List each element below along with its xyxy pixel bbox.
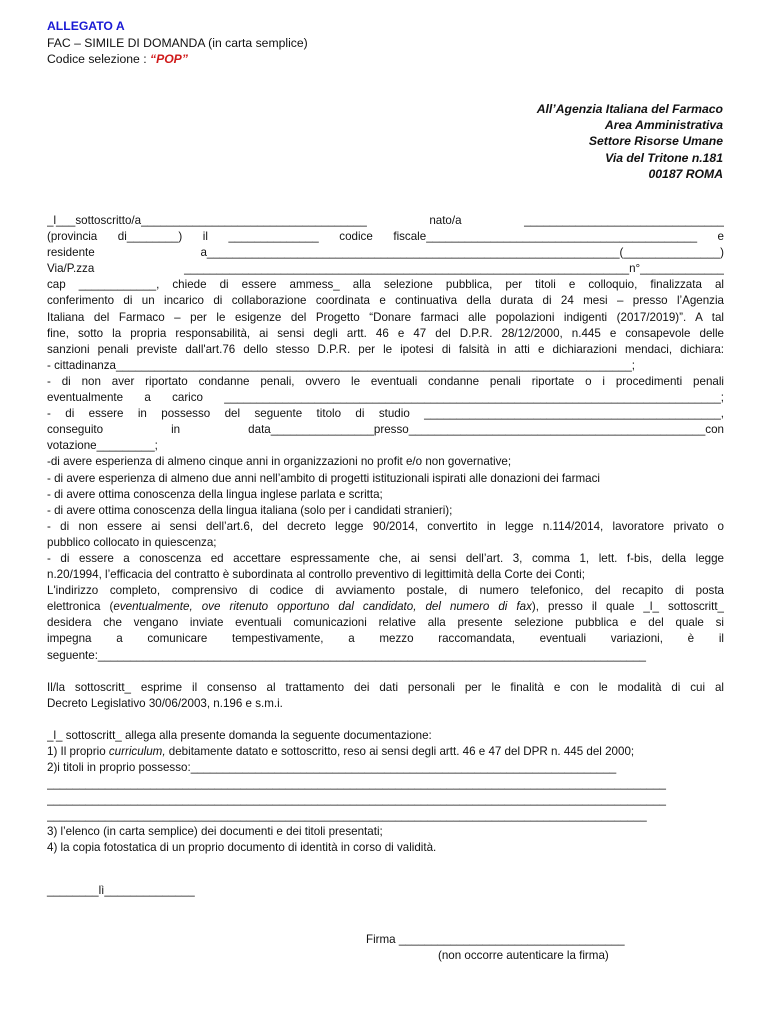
blank-line: _____________________________________________________________________________________________ [47, 809, 647, 823]
body-italic-text: eventualmente, ove ritenuto opportuno dal candidato, del numero di fax [113, 600, 532, 614]
body-line: sanzioni penali previste dall'art.76 dello stesso D.P.R. per le ipotesi di falsità in atti e dichiarazioni mendaci, dichiara: [47, 342, 724, 356]
address-line: All’Agenzia Italiana del Farmaco [536, 102, 723, 116]
codice-value: “POP” [149, 52, 188, 66]
body-line: - di avere ottima conoscenza della lingua inglese parlata e scritta; [47, 487, 383, 501]
body-line: (provincia di________) il ______________ codice fiscale__________________________________________ e [47, 230, 724, 244]
body-line: - di essere in possesso del seguente titolo di studio ______________________________________________, [47, 407, 724, 421]
body-line: n.20/1994, l’efficacia del contratto è subordinata al controllo preventivo di legittimità della Corte dei Conti; [47, 568, 585, 582]
address-line: Area Amministrativa [604, 118, 723, 133]
spacer [47, 712, 724, 728]
consent-line: Il/la sottoscritt_ esprime il consenso al trattamento dei dati personali per le finalità e con le modalità di cui al [47, 680, 724, 694]
body-line [47, 599, 724, 615]
blank-line: ________________________________________________________________________________________________ [47, 793, 666, 807]
attachment-item: 2)i titoli in proprio possesso:__________________________________________________________________ [47, 761, 617, 774]
body-line: - di non aver riportato condanne penali, ovvero le eventuali condanne penali riportate o i procedimenti penali [47, 374, 724, 388]
fac-simile-line: FAC – SIMILE DI DOMANDA (in carta semplice) [47, 35, 308, 50]
body-italic-text: curriculum, [108, 744, 166, 758]
address-line: 00187 ROMA [648, 166, 723, 181]
body-line: -di avere esperienza di almeno cinque anni in organizzazioni no profit e/o non governative; [47, 455, 512, 469]
body-line: - di avere ottima conoscenza della lingua italiana (solo per i candidati stranieri); [47, 503, 453, 517]
consent-line: Decreto Legislativo 30/06/2003, n.196 e s.m.i. [47, 696, 283, 710]
body-text: ), presso il quale _l_ sottoscritt_ [531, 600, 724, 614]
body-line: impegna a comunicare tempestivamente, a mezzo raccomandata, eventuali variazioni, è il [47, 632, 724, 646]
application-body [47, 213, 724, 857]
recipient-address [423, 101, 723, 182]
spacer [47, 664, 724, 680]
body-line: conseguito in data________________presso______________________________________________con [47, 423, 724, 437]
body-line: residente a________________________________________________________________(_______________) [47, 246, 724, 260]
body-line: seguente:_____________________________________________________________________________________ [47, 648, 646, 662]
body-text: debitamente datato e sottoscritto, reso ai sensi degli artt. 46 e 47 del DPR n. 445 del 2000; [165, 744, 635, 758]
body-line: Via/P.zza _____________________________________________________________________n°_____________ [47, 262, 724, 276]
body-text: 1) Il proprio [47, 744, 109, 758]
body-line: - di avere esperienza di almeno due anni nell’ambito di progetti istituzionali ispirati alle donazioni dei farmaci [47, 471, 600, 485]
body-line: - di non essere ai sensi dell’art.6, del decreto legge 90/2014, convertito in legge n.114/2014, lavoratore privato o [47, 519, 724, 533]
place-date-line: ________lì______________ [47, 884, 195, 897]
attachment-item [47, 744, 724, 760]
allegato-title: ALLEGATO A [47, 19, 125, 33]
body-line: fine, sotto la propria responsabilità, ai sensi degli artt. 46 e 47 del D.P.R. 28/12/2000, n.445 e consapevole delle [47, 326, 724, 340]
signature-note: (non occorre autenticare la firma) [438, 949, 609, 962]
body-line: Italiana del Farmaco – per le esigenze del Progetto “Donare farmaci alle popolazioni indigenti (2017/2019)”. A tal [47, 310, 724, 324]
body-line: cap ____________, chiede di essere ammess_ alla selezione pubblica, per titoli e colloquio, finalizzata al [47, 278, 724, 292]
blank-line: ________________________________________________________________________________________________ [47, 777, 666, 791]
attachment-item: 3) l’elenco (in carta semplice) dei documenti e dei titoli presentati; [47, 825, 383, 839]
body-line: pubblico collocato in quiescenza; [47, 535, 217, 549]
body-line: - cittadinanza________________________________________________________________________________; [47, 358, 636, 372]
body-line: votazione_________; [47, 439, 158, 453]
body-line: desidera che vengano inviate eventuali comunicazioni relative alla presente selezione pubblica e del quale si [47, 616, 724, 630]
body-text: elettronica ( [47, 600, 114, 614]
body-line: L'indirizzo completo, comprensivo di codice di avviamento postale, di numero telefonico, del recapito di posta [47, 584, 724, 598]
address-line: Settore Risorse Umane [588, 134, 723, 149]
body-line: conferimento di un incarico di collaborazione coordinata e continuativa della durata di 24 mesi – presso l’Agenzia [47, 294, 724, 308]
address-line: Via del Tritone n.181 [605, 150, 723, 165]
document-header [47, 18, 308, 68]
codice-label: Codice selezione : [47, 52, 150, 66]
attachments-intro: _l_ sottoscritt_ allega alla presente domanda la seguente documentazione: [47, 728, 432, 742]
body-line: _l___sottoscritto/a___________________________________ nato/a _______________________________ [47, 214, 724, 227]
body-line: - di essere a conoscenza ed accettare espressamente che, ai sensi dell’art. 3, comma 1, lett. f-bis, della legge [47, 551, 724, 565]
body-line: eventualmente a carico _____________________________________________________________________________; [47, 391, 724, 405]
attachment-item: 4) la copia fotostatica di un proprio documento di identità in corso di validità. [47, 841, 437, 855]
signature-block [366, 932, 625, 964]
signature-line: Firma ___________________________________ [366, 933, 625, 946]
codice-selezione-line [47, 51, 308, 68]
